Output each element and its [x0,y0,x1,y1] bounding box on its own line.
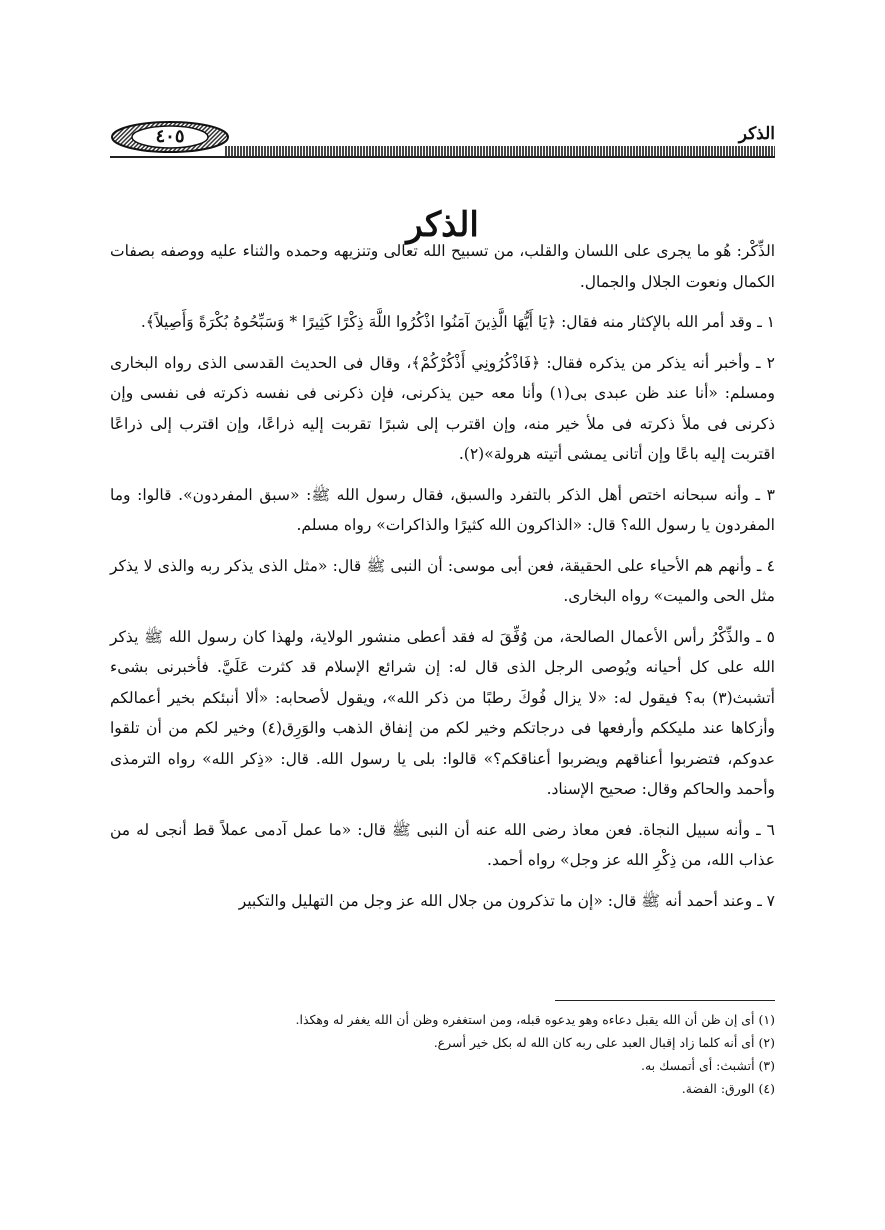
paragraph-6: ٦ ـ وأنه سبيل النجاة. فعن معاذ رضى الله عنه أن النبى ﷺ قال: «ما عمل آدمى عملاً قط أنجى له من عذاب الله، من ذِكْرِ الله عز وجل» رواه أحمد. [110,820,775,869]
footnotes [110,1008,775,1100]
footnote-4: (٤) الورق: الفضة. [681,1081,775,1096]
running-title: الذكر [738,124,775,144]
paragraph-3: ٣ ـ وأنه سبحانه اختص أهل الذكر بالتفرد والسبق، فقال رسول الله ﷺ: «سبق المفردون». قالوا: وما المفردون يا رسول الله؟ قال: «الذاكرون الله كثيرًا والذاكرات» رواه مسلم. [110,485,775,534]
paragraph-2: ٢ ـ وأخبر أنه يذكر من يذكره فقال: ﴿فَاذْكُرُونِي أَذْكُرْكُمْ﴾، وقال فى الحديث القدسى الذى رواه البخارى ومسلم: «أنا عند ظن عبدى بى(١) وأنا معه حين يذكرنى، فإن ذكرنى فى نفسه ذكرته فى نفسى وإن ذكرنى فى ملأ ذكرته فى ملأ خير منه، وإن اقترب إلى شبرًا تقربت إليه ذراعًا، وإن اقترب إلى ذراعًا اقتربت إليه باعًا وإن أتانى يمشى أتيته هرولة»(٢). [110,353,775,463]
paragraph-definition: الذِّكْر: هُو ما يجرى على اللسان والقلب، من تسبيح الله تعالى وتنزيهه وحمده والثناء عليه ووصفه بصفات الكمال ونعوت الجلال والجمال. [110,242,775,291]
chapter-title: الذكر [406,204,479,245]
main-text [110,236,775,926]
footnote-divider [555,1000,775,1001]
page-number: ٤٠٥ [155,126,185,147]
paragraph-4: ٤ ـ وأنهم هم الأحياء على الحقيقة، فعن أبى موسى: أن النبى ﷺ قال: «مثل الذى يذكر ربه والذى لا يذكر مثل الحى والميت» رواه البخارى. [110,556,775,605]
header-divider [110,156,775,158]
paragraph-1: ١ ـ وقد أمر الله بالإكثار منه فقال: ﴿يَا أَيُّهَا الَّذِينَ آمَنُوا اذْكُرُوا اللَّهَ ذِكْرًا كَثِيرًا * وَسَبِّحُوهُ بُكْرَةً وَأَصِيلاً﴾. [140,313,775,331]
paragraph-7: ٧ ـ وعند أحمد أنه ﷺ قال: «إن ما تذكرون من جلال الله عز وجل من التهليل والتكبير [238,891,775,910]
footnote-2: (٢) أى أنه كلما زاد إقبال العبد على ربه كان الله له بكل خير أسرع. [433,1035,775,1050]
footnote-3: (٣) أتشبث: أى أتمسك به. [640,1058,775,1073]
footnote-1: (١) أى إن ظن أن الله يقبل دعاءه وهو يدعوه قبله، ومن استغفره وظن أن الله يغفر له وهكذا. [295,1012,775,1027]
paragraph-5: ٥ ـ والذِّكْرُ رأس الأعمال الصالحة، من وُفِّقَ له فقد أعطى منشور الولاية، ولهذا كان رسول الله ﷺ يذكر الله على كل أحيانه ويُوصى الرجل الذى قال له: إن شرائع الإسلام قد كثرت عَلَيَّ. فأخبرنى بشىء أتشبث(٣) به؟ فيقول له: «لا يزال فُوكَ رطبًا من ذكر الله»، ويقول لأصحابه: «ألا أنبئكم بخير أعمالكم وأزكاها عند مليككم وأرفعها فى درجاتكم وخير لكم من إنفاق الذهب والوَرِق(٤) وخير لكم من أن تلقوا عدوكم، فتضربوا أعناقهم ويضربوا أعناقكم؟» قالوا: بلى يا رسول الله. قال: «ذِكر الله» رواه الترمذى وأحمد والحاكم وقال: صحيح الإسناد. [110,627,775,798]
page-number-oval-icon [110,120,230,154]
